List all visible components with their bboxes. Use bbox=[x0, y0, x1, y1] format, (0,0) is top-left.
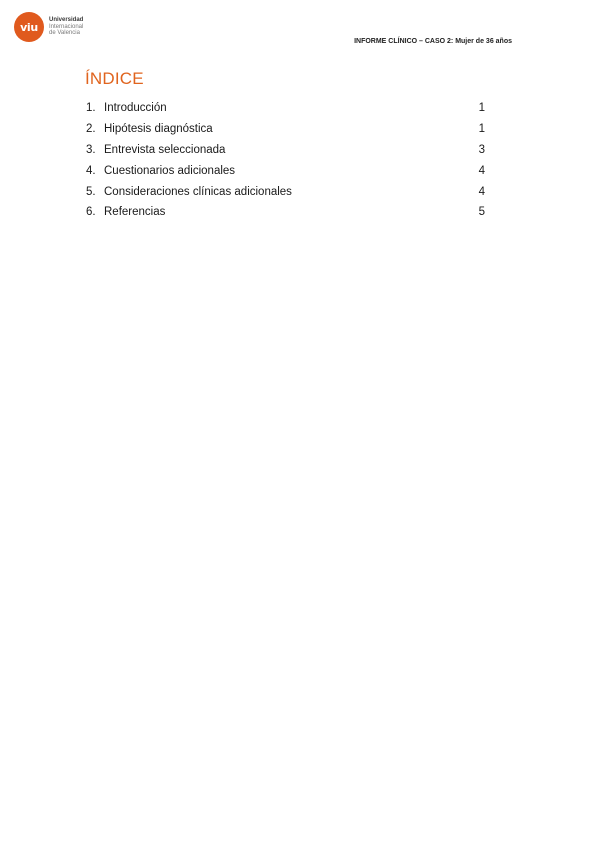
report-header-title: INFORME CLÍNICO – CASO 2: Mujer de 36 años bbox=[354, 38, 512, 45]
toc-entry-introduccion[interactable] bbox=[86, 98, 486, 119]
toc-entry-page: 1 bbox=[478, 123, 485, 136]
toc-entry-page: 4 bbox=[478, 185, 485, 198]
toc-entry-title: Consideraciones clínicas adicionales bbox=[104, 185, 292, 198]
toc-entry-page: 1 bbox=[478, 102, 485, 115]
logo-wordmark bbox=[49, 17, 83, 37]
toc-entry-title: Entrevista seleccionada bbox=[104, 143, 226, 156]
toc-entry-number: 4. bbox=[86, 164, 96, 177]
toc-entry-number: 3. bbox=[86, 143, 96, 156]
toc-entry-title: Hipótesis diagnóstica bbox=[104, 123, 213, 136]
toc-entry-consideraciones[interactable] bbox=[86, 181, 486, 202]
viu-logo-icon: viu bbox=[14, 12, 44, 42]
toc-entry-title: Cuestionarios adicionales bbox=[104, 164, 236, 177]
toc-entry-page: 4 bbox=[478, 164, 485, 177]
toc-entry-page: 3 bbox=[478, 143, 485, 156]
logo-line-2: Internacional bbox=[49, 23, 84, 30]
logo-line-1: Universidad bbox=[49, 17, 84, 24]
toc-entry-page: 5 bbox=[478, 206, 485, 219]
toc-entry-referencias[interactable] bbox=[86, 202, 486, 223]
table-of-contents bbox=[86, 98, 486, 223]
toc-entry-number: 2. bbox=[86, 123, 96, 136]
logo-line-3: de Valencia bbox=[49, 30, 80, 37]
toc-entry-hipotesis[interactable] bbox=[86, 119, 486, 140]
index-heading: ÍNDICE bbox=[85, 69, 144, 88]
toc-entry-number: 5. bbox=[86, 185, 96, 198]
toc-entry-cuestionarios[interactable] bbox=[86, 160, 486, 181]
toc-entry-number: 6. bbox=[86, 206, 96, 219]
toc-entry-number: 1. bbox=[86, 102, 96, 115]
toc-entry-entrevista[interactable] bbox=[86, 140, 486, 161]
toc-entry-title: Referencias bbox=[104, 206, 166, 219]
toc-entry-title: Introducción bbox=[104, 102, 167, 115]
university-logo bbox=[14, 11, 83, 43]
